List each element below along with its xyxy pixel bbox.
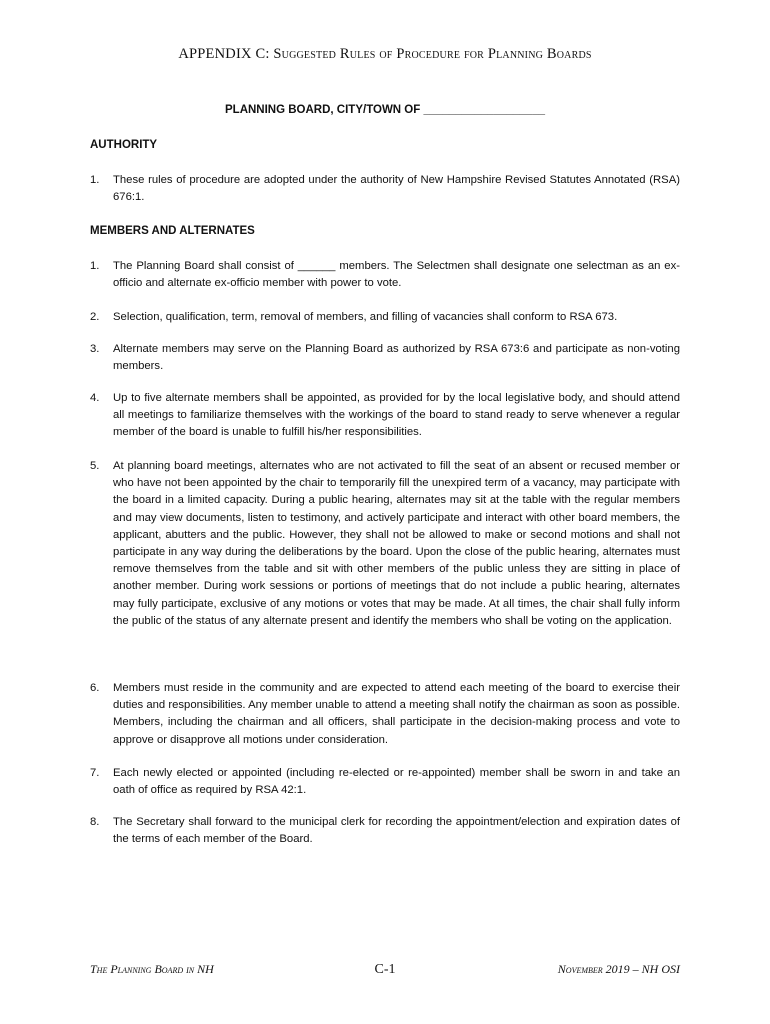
list-item <box>90 680 680 749</box>
section-heading-authority: AUTHORITY <box>90 139 158 151</box>
item-number: 6. <box>90 682 100 694</box>
item-number: 4. <box>90 392 100 404</box>
item-text: At planning board meetings, alternates who are not activated to fill the seat of an absent or recused member or who have not been appointed by the chair to temporarily fill the unexpired term of a vacancy, may participate with the board in a limited capacity. During a public hearing, alternates may sit at the table with the regular members and may view documents, listen to testimony, and actively participate and interact with other board members, the applicant, abutters and the public. However, they shall not be allowed to make or second motions and shall not participate in any way during the deliberations by the board. Upon the close of the public hearing, alternates must remove themselves from the table and sit with other members of the public unless they are sitting in place of another member. During work sessions or portions of meetings that do not include a public hearing, alternates may fully participate, exclusive of any motions or votes that may be made. At all times, the chair shall fully inform the public of the status of any alternate present and identify the members who shall be voting on the application. <box>113 460 680 627</box>
list-item <box>90 341 680 375</box>
item-text: Members must reside in the community and are expected to attend each meeting of the board to exercise their duties and responsibilities. Any member unable to attend a meeting shall notify the chairman as soon as possible. Members, including the chairman and all officers, shall participate in the decision-making process and vote to approve or disapprove all motions under consideration. <box>113 682 680 746</box>
item-number: 1. <box>90 174 100 186</box>
item-text: The Planning Board shall consist of ______ members. The Selectmen shall designate one selectman as an ex-officio and alternate ex-officio member with power to vote. <box>113 260 680 290</box>
list-item <box>90 765 680 799</box>
footer-publication-title: The Planning Board in NH <box>90 962 214 976</box>
footer-page-number: C-1 <box>374 962 396 977</box>
list-item <box>90 458 680 630</box>
item-text: The Secretary shall forward to the municipal clerk for recording the appointment/election and expiration dates of the terms of each member of the Board. <box>113 816 680 846</box>
list-item <box>90 309 680 326</box>
item-text: Alternate members may serve on the Planning Board as authorized by RSA 673:6 and participate as non-voting members. <box>113 343 680 373</box>
appendix-title <box>0 46 770 63</box>
item-text: Each newly elected or appointed (including re-elected or re-appointed) member shall be sworn in and take an oath of office as required by RSA 42:1. <box>113 767 680 797</box>
page-footer <box>90 962 680 982</box>
section-heading-members: MEMBERS AND ALTERNATES <box>90 225 255 237</box>
list-item <box>90 390 680 442</box>
board-title: PLANNING BOARD, CITY/TOWN OF ___________________ <box>225 104 545 116</box>
item-number: 7. <box>90 767 100 779</box>
appendix-subtitle: Suggested Rules of Procedure for Planning Boards <box>273 46 592 62</box>
item-text: These rules of procedure are adopted under the authority of New Hampshire Revised Statutes Annotated (RSA) 676:1. <box>113 174 680 204</box>
appendix-label: APPENDIX C: <box>178 46 270 62</box>
list-item <box>90 258 680 292</box>
footer-date: November 2019 – NH OSI <box>557 962 680 976</box>
item-number: 8. <box>90 816 100 828</box>
list-item <box>90 814 680 848</box>
list-item <box>90 172 680 206</box>
item-number: 3. <box>90 343 100 355</box>
item-text: Up to five alternate members shall be appointed, as provided for by the local legislative body, and should attend all meetings to familiarize themselves with the workings of the board to stand ready to serve whenever a regular member of the board is unable to fulfill his/her responsibilities. <box>113 392 680 439</box>
item-text: Selection, qualification, term, removal of members, and filling of vacancies shall conform to RSA 673. <box>113 311 618 323</box>
item-number: 5. <box>90 460 100 472</box>
item-number: 2. <box>90 311 100 323</box>
item-number: 1. <box>90 260 100 272</box>
